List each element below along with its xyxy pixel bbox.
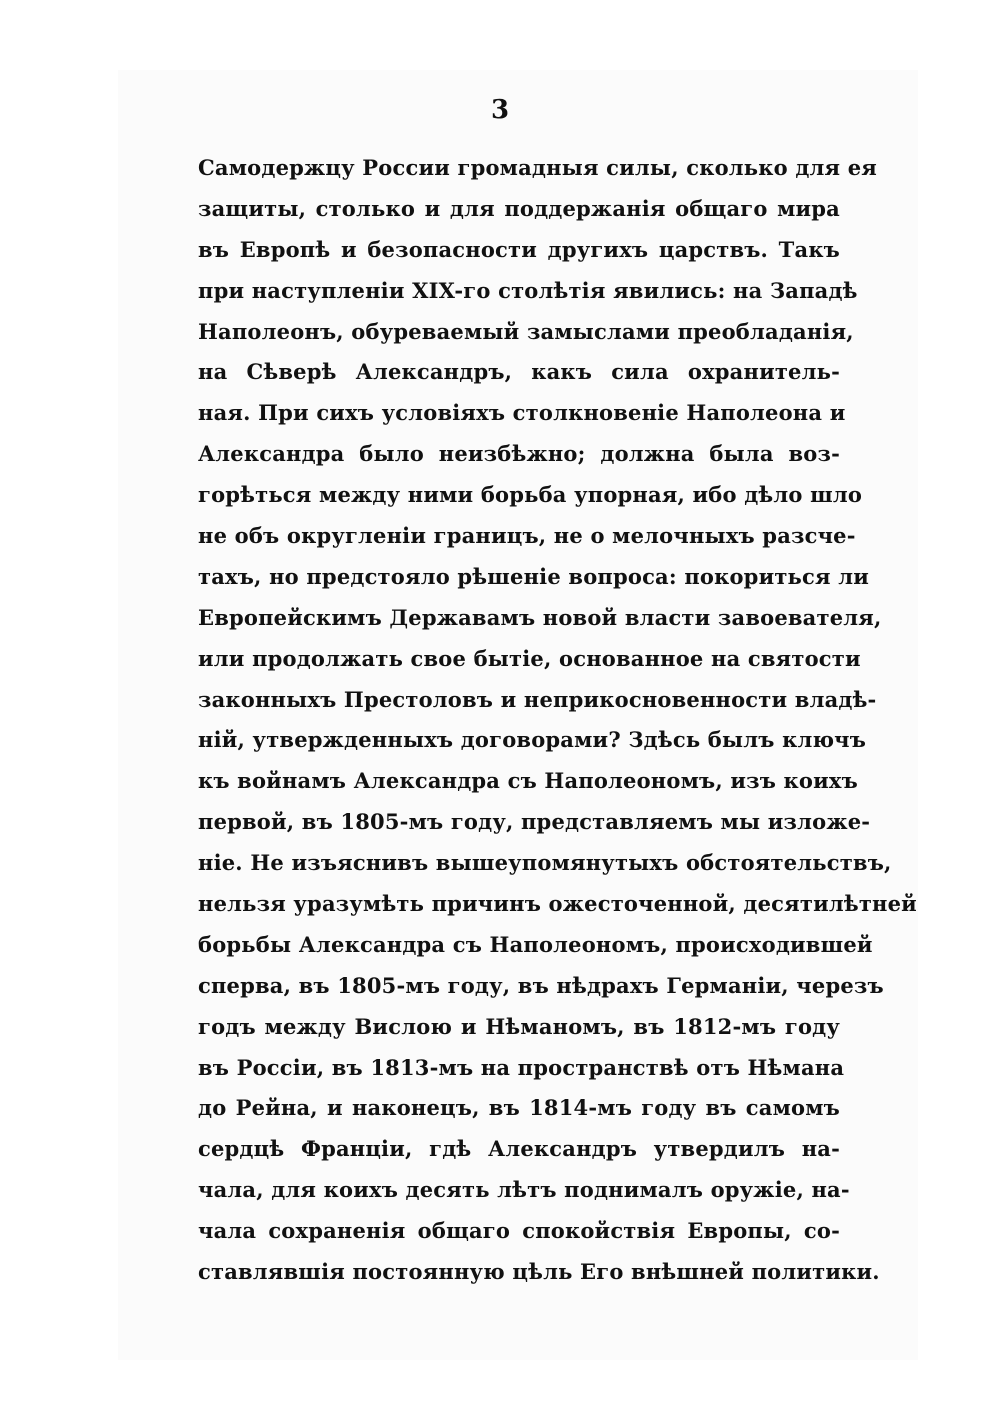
text-line: Наполеонъ, обуреваемый замыслами преобладанія, [198, 318, 854, 344]
body-text [198, 148, 917, 1293]
text-line: на Сѣверѣ Александръ, какъ сила охранитель- [198, 359, 840, 385]
text-line: борьбы Александра съ Наполеономъ, происходившей [198, 931, 873, 957]
text-line: въ Европѣ и безопасности другихъ царствъ. Такъ [198, 236, 840, 262]
text-line: или продолжать свое бытіе, основанное на святости [198, 645, 861, 671]
text-line: сердцѣ Франціи, гдѣ Александръ утвердилъ на- [198, 1136, 840, 1162]
text-line: въ Россіи, въ 1813-мъ на пространствѣ отъ Нѣмана [198, 1054, 845, 1080]
text-line: ставлявшія постоянную цѣль Его внѣшней политики. [198, 1259, 880, 1285]
text-line: Александра было неизбѣжно; должна была воз- [198, 441, 840, 467]
text-line: ная. При сихъ условіяхъ столкновеніе Наполеона и [198, 400, 846, 426]
text-line: годъ между Вислою и Нѣманомъ, въ 1812-мъ году [198, 1013, 840, 1039]
text-line: нельзя уразумѣть причинъ ожесточенной, десятилѣтней [198, 891, 917, 917]
text-line: защиты, столько и для поддержанія общаго мира [198, 195, 840, 221]
text-line: чала сохраненія общаго спокойствія Европы, со- [198, 1218, 840, 1244]
text-line: законныхъ Престоловъ и неприкосновенности владѣ- [198, 686, 877, 712]
text-line: Самодержцу России громадныя силы, сколько для ея [198, 155, 878, 180]
text-line: тахъ, но предстояло рѣшеніе вопроса: покориться ли [198, 563, 869, 589]
text-line: ніе. Не изъяснивъ вышеупомянутыхъ обстоятельствъ, [198, 850, 892, 876]
text-line: къ войнамъ Александра съ Наполеономъ, изъ коихъ [198, 768, 858, 794]
text-line: при наступленіи XIX-го столѣтія явились: на Западѣ [198, 277, 858, 303]
text-line: до Рейна, и наконецъ, въ 1814-мъ году въ самомъ [198, 1095, 840, 1121]
text-line: ній, утвержденныхъ договорами? Здѣсь былъ ключъ [198, 727, 867, 753]
text-line: первой, въ 1805-мъ году, представляемъ мы изложе- [198, 809, 871, 835]
text-line: горѣться между ними борьба упорная, ибо дѣло шло [198, 482, 863, 508]
text-line: не объ округленіи границъ, не о мелочныхъ разсче- [198, 523, 856, 549]
page-number: 3 [490, 95, 510, 125]
text-line: Европейскимъ Державамъ новой власти завоевателя, [198, 604, 882, 630]
text-line: чала, для коихъ десять лѣтъ поднималъ оружіе, на- [198, 1177, 850, 1203]
text-line: сперва, въ 1805-мъ году, въ нѣдрахъ Германіи, черезъ [198, 972, 884, 998]
